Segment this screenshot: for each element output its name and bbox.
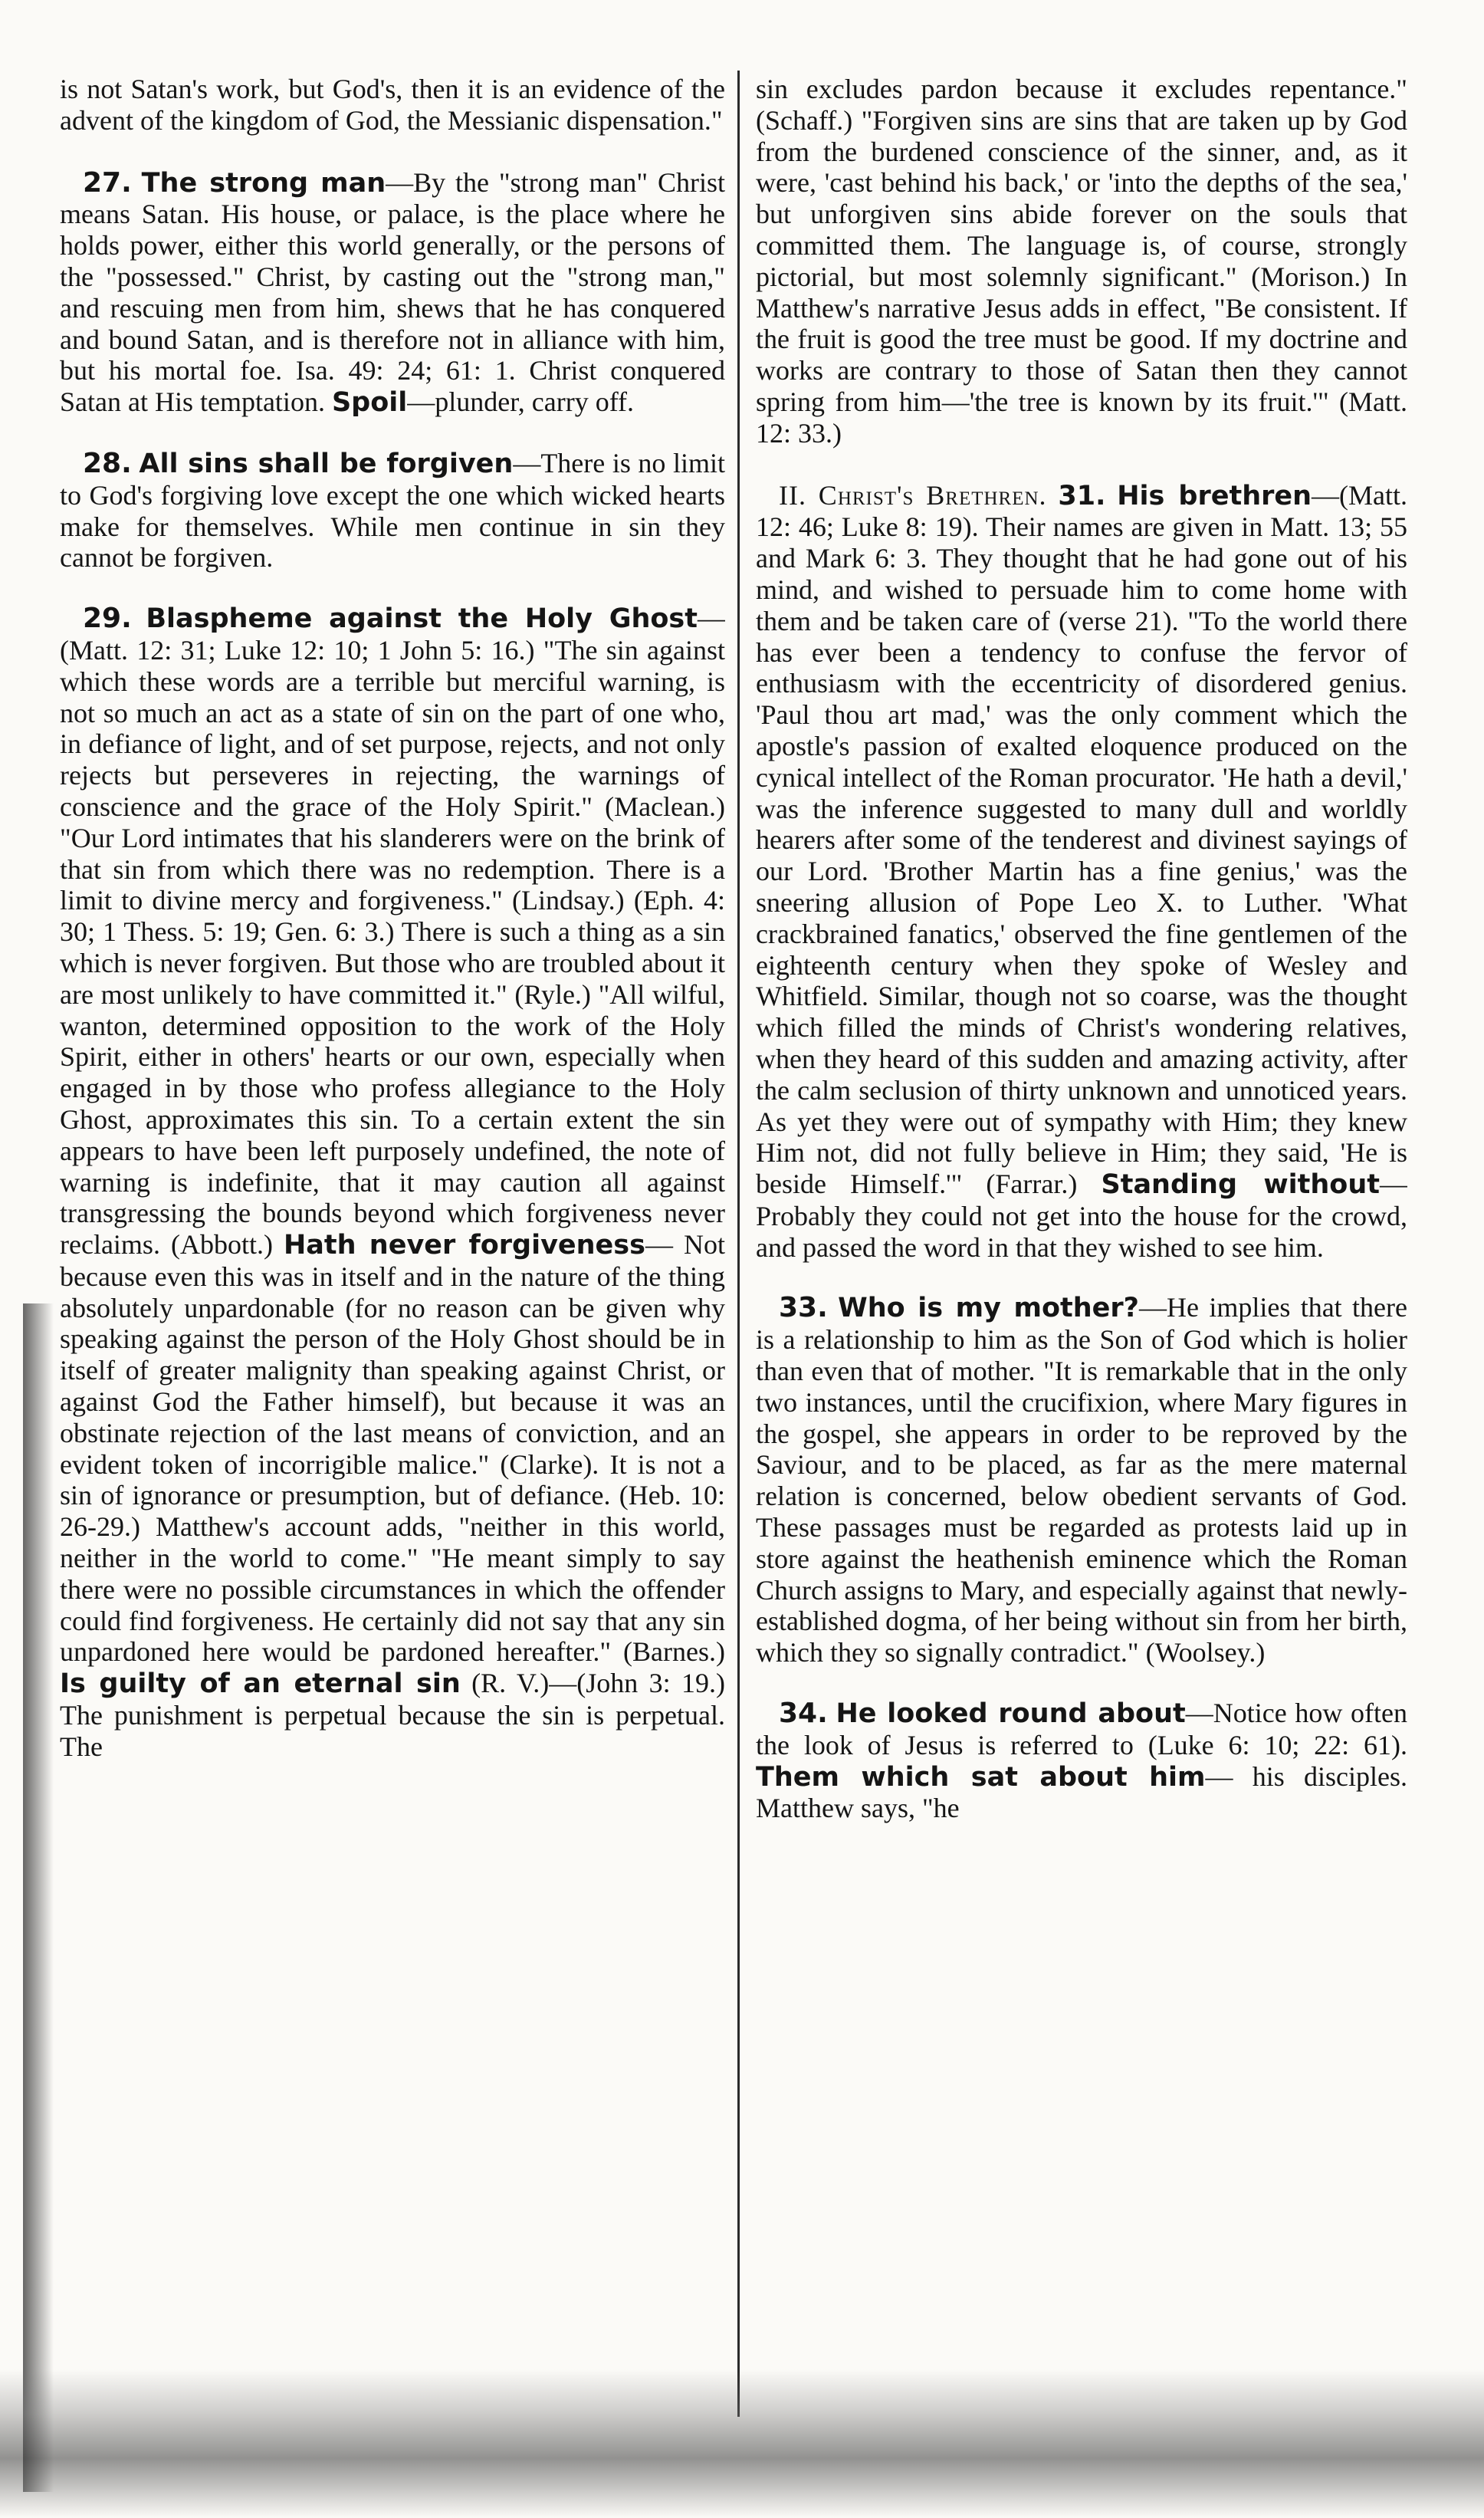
section-label: II. Christ's Brethren. [779,479,1047,511]
note-number: 31. [1058,480,1106,511]
note-31 [756,480,1407,1264]
note-body: — his disciples. Matthew says, "he [756,1760,1407,1824]
note-number: 29. [83,603,132,635]
note-body: —There is no limit to God's forgiving love except the one which wicked hearts make for themselves. While men continue in sin they cannot be forgiven. [60,447,725,574]
note-subheading: Hath never forgiveness [284,1230,645,1261]
note-34 [756,1698,1407,1824]
note-heading: Who is my mother? [838,1293,1139,1324]
note-subheading: Them which sat about him [756,1761,1206,1793]
note-body: —(Matt. 12: 46; Luke 8: 19). Their names are given in Matt. 13; 55 and Mark 6: 3. They thought that he had gone out of his mind, and wished to persuade him to come home with them and be taken care of (verse 21). "To the world there has ever been a tendency to confuse the fervor of enthusiasm with the eccentricity of disordered genius. 'Paul thou art mad,' was the only comment which the apostle's passion of exalted eloquence produced on the cynical intellect of the Roman procurator. 'He hath a devil,' was the inference suggested to many dull and worldly hearers after some of the tenderest and divinest sayings of our Lord. 'Brother Martin has a fine genius,' was the sneering allusion of Pope Leo X. to Luther. 'What crackbrained fanatics,' observed the fine gentlemen of the eighteenth century when they spoke of Wesley and Whitfield. Similar, though not so coarse, was the thought which filled the minds of Christ's wondering relatives, when they heard of this sudden and amazing activity, after the calm seclusion of thirty unknown and unnoticed years. As yet they were out of sympathy with Him; they knew Him not, did not fully believe in Him; they said, 'He is beside Himself.'" (Farrar.) [756,479,1407,1200]
note-heading: All sins shall be forgiven [139,448,514,479]
scan-edge-shadow [23,1303,54,2492]
note-heading: Blaspheme against the Holy Ghost [146,603,698,635]
note-28 [60,448,725,574]
continued-paragraph: sin excludes pardon because it excludes repentance." (Schaff.) "Forgiven sins are sins that are taken up by God from the burdened conscience of the sinner, and, as it were, 'cast behind his back,' or 'into the depths of the sea,' but unforgiven sins abide forever on the souls that committed them. The language is, of course, strongly pictorial, but most solemnly significant." (Morison.) In Matthew's narrative Jesus adds in effect, "Be consistent. If the fruit is good the tree must be good. If my doctrine and works are contrary to those of Satan then they cannot spring from him—'the tree is known by its fruit.'" (Matt. 12: 33.) [756,74,1407,449]
note-29 [60,603,725,1762]
note-heading: His brethren [1117,480,1312,511]
right-column [756,74,1407,2374]
note-body: —Notice how often the look of Jesus is referred to (Luke 6: 10; 22: 61). [756,1698,1407,1760]
note-body: —Probably they could not get into the house for the crowd, and passed the word in that they wished to see him. [756,1169,1407,1263]
note-27 [60,167,725,419]
note-subheading: Standing without [1101,1169,1380,1201]
scan-bottom-smudge [0,2369,1484,2518]
note-body: — Not because even this was in itself and in the nature of the thing absolutely unpardonable (for no reason can be given why speaking against the person of the Holy Ghost should be in itself of greater malignity than speaking against Christ, or against God the Father himself), but because it was an obstinate rejection of the last means of conviction, and an evident token of incorrigible malice." (Clarke). It is not a sin of ignorance or presumption, but of defiance. (Heb. 10: 26-29.) Matthew's account adds, "neither in this world, neither in the world to come." "He meant simply to say there were no possible circumstances in which the offender could find forgiveness. He certainly did not say that any sin unpardoned here would be pardoned hereafter." (Barnes.) [60,1229,725,1668]
note-number: 33. [779,1292,828,1324]
note-subheading: Is guilty of an eternal sin [60,1668,461,1700]
note-body: —By the "strong man" Christ means Satan. His house, or palace, is the place where he holds power, either this world generally, or the persons of the "possessed." Christ, by casting out the "strong man," and rescuing men from him, shews that he has conquered and bound Satan, and is therefore not in alliance with him, but his mortal foe. Isa. 49: 24; 61: 1. Christ conquered Satan at His temptation. [60,166,725,418]
continued-paragraph: is not Satan's work, but God's, then it is an evidence of the advent of the kingdom of God, the Messianic dispensation." [60,74,725,136]
note-body: —(Matt. 12: 31; Luke 12: 10; 1 John 5: 16.) "The sin against which these words are a terrible but merciful warning, is not so much an act as a state of sin on the part of one who, in defiance of light, and of set purpose, rejects, and not only rejects but perseveres in rejecting, the warnings of conscience and the grace of the Holy Spirit." (Maclean.) "Our Lord intimates that his slanderers were on the brink of that sin from which there was no redemption. There is a limit to divine mercy and forgiveness." (Lindsay.) (Eph. 4: 30; 1 Thess. 5: 19; Gen. 6: 3.) There is such a thing as a sin which is never forgiven. But those who are troubled about it are most unlikely to have committed it." (Ryle.) "All wilful, wanton, determined opposition to the work of the Holy Spirit, either in others' hearts or our own, especially when engaged in by those who profess allegiance to the Holy Ghost, approximates this sin. To a certain extent the sin appears to have been left purposely undefined, the note of warning is indefinite, that it may caution all against transgressing the bounds beyond which forgiveness never reclaims. (Abbott.) [60,603,725,1261]
note-heading: He looked round about [836,1698,1186,1730]
column-divider [737,71,740,2417]
note-33 [756,1292,1407,1668]
note-subheading: Spoil [331,387,408,419]
note-body: —plunder, carry off. [407,386,635,418]
note-number: 27. [83,166,132,199]
note-number: 28. [83,447,132,479]
left-column [60,74,725,2374]
note-body: —He implies that there is a relationship to him as the Son of God which is holier than even that of mother. "It is remarkable that in the only two instances, until the crucifixion, where Mary figures in the gospel, she appears in order to be reproved by the Saviour, and to be placed, as far as the mere maternal relation is concerned, below obedient servants of God. These passages must be regarded as protests laid up in store against the heathenish eminence which the Roman Church assigns to Mary, and especially against that newly-established dogma, of her being without sin from her birth, which they so signally contradict." (Woolsey.) [756,1292,1407,1668]
note-heading: The strong man [141,167,386,199]
note-number: 34. [779,1698,828,1730]
note-body: (R. V.)—(John 3: 19.) The punishment is perpetual because the sin is perpetual. The [60,1668,725,1762]
